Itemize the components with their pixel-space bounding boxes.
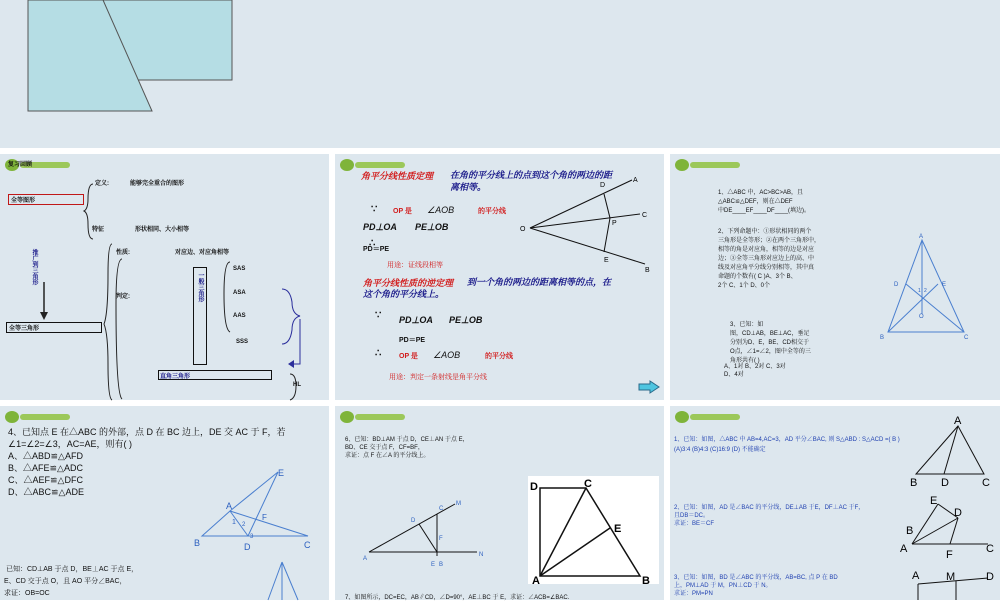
fig6-f: F bbox=[439, 536, 443, 542]
method-aas: AAS bbox=[233, 313, 246, 319]
fig7b-d: D bbox=[954, 507, 962, 519]
q7-2-line3: 求证：BE＝CF bbox=[674, 521, 715, 527]
theorem-title: 角平分线性质定理 bbox=[361, 171, 434, 181]
flow-lines bbox=[0, 154, 329, 400]
because-symbol-2: ∵ bbox=[375, 310, 382, 321]
method-asa: ASA bbox=[233, 290, 246, 296]
fig5-f: F bbox=[262, 513, 267, 522]
fig6-d: D bbox=[411, 518, 416, 524]
props-text: 对应边、对应角相等 bbox=[175, 250, 230, 256]
q4-figure bbox=[190, 466, 320, 556]
logo-icon bbox=[339, 409, 409, 425]
q3-option-d: D、4对 bbox=[724, 372, 744, 378]
feature-label: 特征 bbox=[92, 227, 105, 233]
fig7a-b: B bbox=[910, 477, 918, 489]
q7-3-line1: 3、已知：如图，BD 是∠ABC 的平分线，AB=BC, 点 P 在 BD bbox=[674, 575, 838, 581]
fig5-e: E bbox=[278, 468, 285, 478]
fig6-e: E bbox=[431, 562, 436, 568]
fig7-a: A bbox=[532, 575, 540, 587]
fig5-angle-3: 3 bbox=[250, 534, 254, 540]
q7-1-line1: 1、已知：如图，△ABC 中 AB=4,AC=3，AD 平分∠BAC, 则 S△ABD : S△ACD =( B ) bbox=[674, 437, 900, 443]
converse-title: 角平分线性质的逆定理 bbox=[363, 278, 454, 288]
q5-line1: 已知：CD⊥AB 于点 D，BE⊥AC 于点 E， bbox=[6, 566, 139, 573]
fig-c: C bbox=[964, 335, 969, 341]
q5-line3: 求证：OB=OC bbox=[4, 590, 50, 597]
q3-line: 图，CD⊥AB，BE⊥AC，垂足 bbox=[730, 331, 810, 337]
q7-line: 7、如图所示，DC=EC，AB∥CD，∠D=90°，AE⊥BC 于 E，求证：∠ACB=∠BAC. bbox=[345, 595, 570, 601]
q7-3-figure bbox=[908, 570, 998, 600]
point-p-label: P bbox=[612, 220, 617, 227]
perp-pe-ob: PE⊥OB bbox=[415, 222, 449, 232]
method-sas: SAS bbox=[233, 266, 246, 272]
fig7a-a: A bbox=[954, 415, 962, 427]
q2-line: 线及对应角平分线分别相等，其中真 bbox=[718, 265, 815, 271]
fig7-c: C bbox=[584, 478, 592, 490]
q3-options: A、1对 B、2对 C、3对 bbox=[724, 364, 786, 370]
fig5-angle-1: 1 bbox=[232, 519, 236, 526]
box-top-label: 全等图形 bbox=[11, 198, 36, 204]
q6-figure bbox=[359, 496, 499, 576]
usage-1: 用途：证线段相等 bbox=[387, 262, 443, 269]
q3-line: 角形共有( ) bbox=[730, 358, 760, 364]
because-symbol: ∵ bbox=[371, 204, 378, 215]
q7-2-figure bbox=[898, 492, 998, 562]
method-sss: SSS bbox=[236, 339, 249, 345]
q7-1-options: (A)3:4 (B)4:3 (C)16:9 (D) 不能确定 bbox=[674, 447, 766, 453]
perp-pd-oa: PD⊥OA bbox=[363, 222, 397, 232]
slide-thumbnail-5[interactable] bbox=[0, 406, 329, 600]
def-label: 定义: bbox=[95, 181, 109, 187]
q4-option-d: D、△ABC≌△ADE bbox=[8, 487, 84, 497]
fig6-n: N bbox=[479, 552, 484, 558]
fig7-e: E bbox=[614, 523, 622, 535]
fig7b-e: E bbox=[930, 495, 938, 507]
fig7b-c: C bbox=[986, 543, 994, 555]
feature-text: 形状相同、大小相等 bbox=[135, 227, 190, 233]
general-triangle-label: 一般三角形 bbox=[197, 272, 203, 302]
fig6-c: C bbox=[439, 506, 444, 512]
point-e-label: E bbox=[604, 257, 609, 264]
point-b-label: B bbox=[645, 267, 650, 274]
op-is-text-2: OP 是 bbox=[399, 353, 418, 360]
def-text: 能够完全重合的图形 bbox=[130, 181, 185, 187]
review-heading: 复习回顾 bbox=[8, 162, 33, 168]
q3-line: 3、已知：如 bbox=[730, 322, 764, 328]
perp-pe-ob-2: PE⊥OB bbox=[449, 315, 483, 325]
props-label: 性质: bbox=[116, 250, 130, 256]
pd-equals-pe: PD＝PE bbox=[363, 246, 390, 253]
bisector-text: 的平分线 bbox=[478, 208, 506, 215]
fig5-angle-2: 2 bbox=[242, 522, 246, 528]
fig5-a: A bbox=[226, 501, 233, 511]
point-a-label: A bbox=[633, 177, 638, 184]
vertical-label: 推广到三角形 bbox=[31, 249, 37, 285]
q1-line3: 中DE____EF____DF____(填边)。 bbox=[718, 208, 811, 214]
bisector-text-2: 的平分线 bbox=[485, 353, 513, 360]
q4-option-a: A、△ABD≌△AFD bbox=[8, 451, 83, 461]
point-o-label: O bbox=[520, 226, 526, 233]
judge-label: 判定: bbox=[116, 294, 130, 300]
fig7-b: B bbox=[642, 575, 650, 587]
logo-icon bbox=[674, 409, 744, 425]
fig5-c: C bbox=[304, 540, 311, 550]
next-arrow-icon[interactable] bbox=[638, 380, 660, 394]
fig7a-d: D bbox=[941, 477, 949, 489]
logo-icon bbox=[4, 409, 74, 425]
q5-figure bbox=[258, 560, 318, 600]
fig6-a: A bbox=[363, 556, 368, 562]
fig-angle-2: 2 bbox=[924, 288, 927, 294]
angle-aob: ∠AOB bbox=[427, 205, 455, 215]
q7-1-figure bbox=[908, 412, 998, 489]
slide-thumbnail-6[interactable] bbox=[335, 406, 664, 600]
angle-aob-2: ∠AOB bbox=[433, 350, 461, 360]
q1-line1: 1、△ABC 中，AC>BC>AB，且 bbox=[718, 190, 804, 196]
fig7b-b: B bbox=[906, 525, 914, 537]
q6-line2: BD、CE 交于点 F，CF=BF， bbox=[345, 445, 424, 451]
fig-d: D bbox=[894, 282, 899, 288]
q2-line: 三角形是全等形；②在两个三角形中， bbox=[718, 238, 821, 244]
q4-line1: 4、已知点 E 在△ABC 的外部，点 D 在 BC 边上，DE 交 AC 于 F，若 bbox=[8, 427, 286, 437]
q7-2-line1: 2、已知：如图，AD 是∠BAC 的平分线，DE⊥AB 于E，DF⊥AC 于F， bbox=[674, 505, 865, 511]
q6-line1: 6、已知：BD⊥AM 于点 D，CE⊥AN 于点 E， bbox=[345, 437, 469, 443]
q4-line2: ∠1=∠2=∠3，AC=AE，则有( ) bbox=[8, 439, 132, 449]
therefore-symbol: ∴ bbox=[369, 238, 376, 249]
slide-thumbnail-2[interactable] bbox=[0, 154, 329, 400]
q3-line: O点，∠1=∠2，图中全等的三 bbox=[730, 349, 811, 355]
q2-line: 2个 C、1个 D、0个 bbox=[718, 283, 771, 289]
logo-icon bbox=[674, 157, 744, 173]
fig6-m: M bbox=[456, 501, 461, 507]
op-is-text: OP 是 bbox=[393, 208, 412, 215]
q2-line: 边；③全等三角形对应边上的高、中 bbox=[718, 256, 815, 262]
q6-line3: 求证：点 F 在∠A 的平分线上。 bbox=[345, 453, 430, 459]
slide-thumbnail-3[interactable] bbox=[335, 154, 664, 400]
right-triangle-label: 直角三角形 bbox=[160, 374, 191, 380]
fig7a-c: C bbox=[982, 477, 990, 489]
therefore-symbol-2: ∴ bbox=[375, 348, 382, 359]
fig-o: O bbox=[919, 314, 924, 320]
q3-line: 分别为D、E，BE、CD相交于 bbox=[730, 340, 810, 346]
q5-line2: E、CD 交于点 O，且 AO 平分∠BAC， bbox=[4, 578, 127, 585]
point-d-label: D bbox=[600, 182, 606, 189]
fig7c-m: M bbox=[946, 571, 956, 583]
q2-block bbox=[718, 226, 820, 289]
q3-block bbox=[730, 319, 811, 364]
fig5-b: B bbox=[194, 538, 201, 548]
method-hl: HL bbox=[293, 382, 301, 388]
fig7c-d: D bbox=[986, 571, 994, 583]
slide-thumbnail-4[interactable] bbox=[670, 154, 1000, 400]
q4-option-b: B、△AFE≌△ADC bbox=[8, 463, 83, 473]
fig-angle-1: 1 bbox=[918, 288, 921, 294]
q7-figure bbox=[528, 476, 659, 587]
point-c-label: C bbox=[642, 212, 648, 219]
fig7-d: D bbox=[530, 481, 538, 493]
slide-thumbnail-1[interactable] bbox=[0, 0, 1000, 148]
triangle-figure bbox=[880, 232, 970, 342]
box-bottom-label: 全等三角形 bbox=[9, 326, 40, 332]
q4-option-c: C、△AEF≌△DFC bbox=[8, 475, 83, 485]
fig7b-a: A bbox=[900, 543, 908, 555]
usage-2: 用途：判定一条射线是角平分线 bbox=[389, 374, 487, 381]
trapezoid-shapes bbox=[0, 0, 260, 148]
q2-line: 相等的角是对应角，相等的边是对应 bbox=[718, 247, 815, 253]
fig-e: E bbox=[942, 282, 947, 288]
q2-line: 命题的个数有( C )A、3个 B、 bbox=[718, 274, 797, 280]
fig-b: B bbox=[880, 335, 885, 341]
fig5-d: D bbox=[244, 542, 251, 552]
theorem-statement: 在角的平分线上的点到这个角的两边的距离相等。 bbox=[450, 170, 613, 192]
q7-2-line2: 且DB＝DC。 bbox=[674, 513, 710, 519]
slide-thumbnail-7[interactable] bbox=[670, 406, 1000, 600]
q2-line: 2、下列命题中：①形状相同的两个 bbox=[718, 229, 812, 235]
perp-pd-oa-2: PD⊥OA bbox=[399, 315, 433, 325]
fig6-b: B bbox=[439, 562, 444, 568]
fig7c-a: A bbox=[912, 570, 920, 582]
q7-3-line3: 求证：PM=PN bbox=[674, 591, 713, 597]
converse-statement: 到一个角的两边的距离相等的点，在这个角的平分线上。 bbox=[363, 277, 612, 299]
q1-line2: △ABC≌△DEF，则在△DEF bbox=[718, 199, 793, 205]
fig-a: A bbox=[919, 234, 924, 240]
pd-equals-pe-2: PD＝PE bbox=[399, 337, 426, 344]
fig7b-f: F bbox=[946, 549, 953, 561]
q7-3-line2: 上，PM⊥AD 于 M，PN⊥CD 于 N。 bbox=[674, 583, 772, 589]
angle-bisector-figure bbox=[520, 174, 660, 274]
